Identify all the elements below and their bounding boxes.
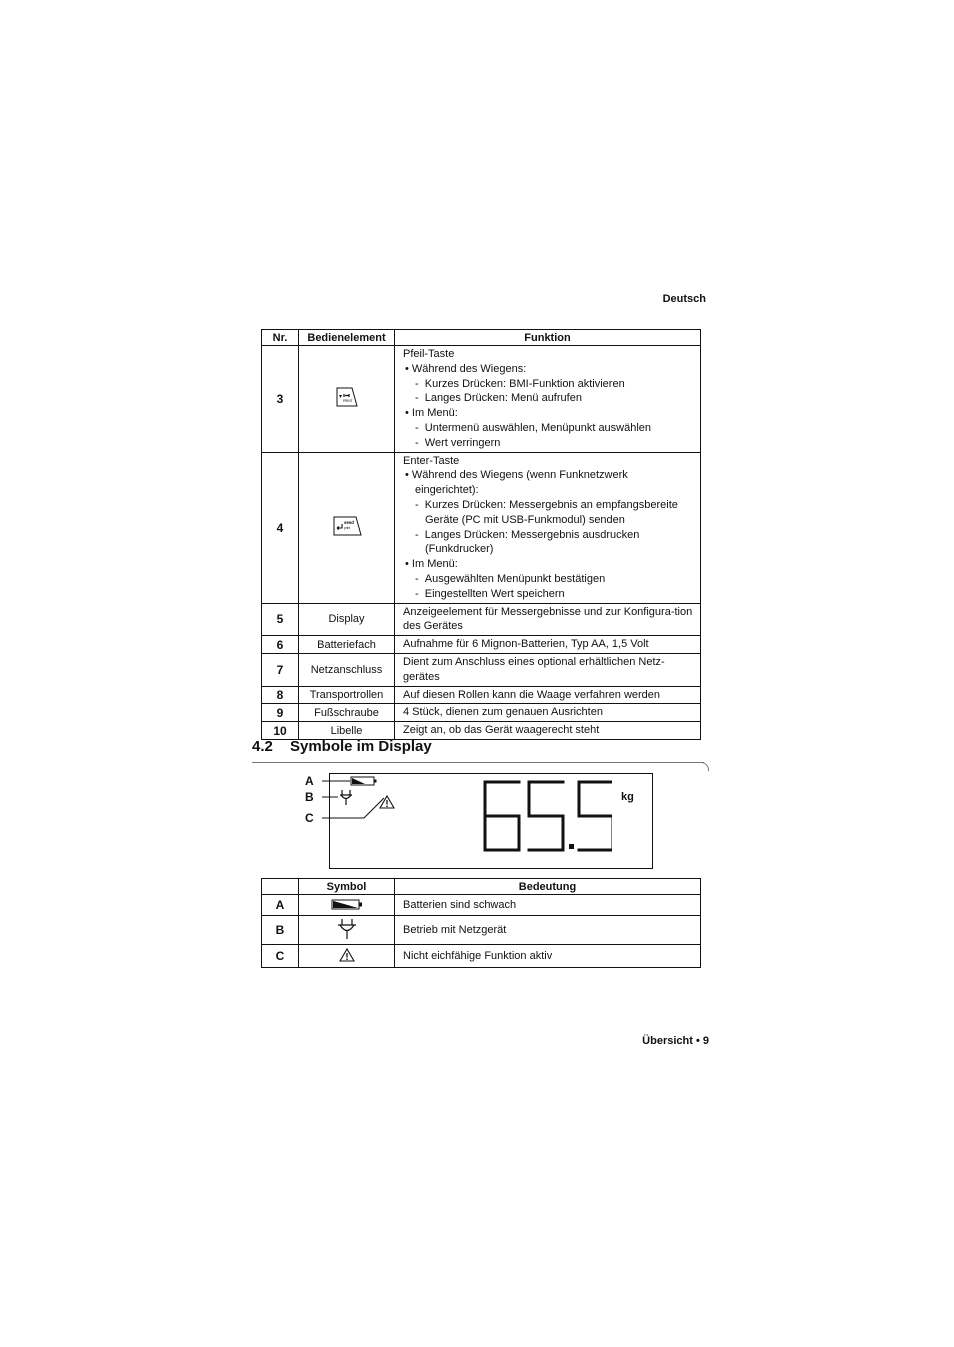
- symbol-cell: [299, 916, 395, 945]
- function-bullet: • Während des Wiegens (wenn Funknetzwerk: [403, 468, 694, 483]
- table-row: [262, 636, 701, 654]
- function-subitem: - Wert verringern: [413, 436, 694, 451]
- display-symbol-callouts: [320, 775, 400, 835]
- row-number: 4: [262, 452, 299, 603]
- row-number: 7: [262, 653, 299, 686]
- section-title: Symbole im Display: [290, 738, 432, 755]
- col-function: Funktion: [395, 330, 701, 346]
- function-cell: [395, 452, 701, 603]
- function-title: Pfeil-Taste: [403, 348, 455, 360]
- table-row: [262, 722, 701, 740]
- table-row: [262, 945, 701, 968]
- section-number: 4.2: [252, 738, 273, 755]
- display-label-a: A: [305, 774, 314, 788]
- element-name: Libelle: [299, 722, 395, 740]
- function-subitem: - Langes Drücken: Messergebnis ausdrucken (Funkdrucker): [413, 528, 694, 558]
- display-label-c: C: [305, 811, 314, 825]
- mains-plug-icon: [340, 790, 352, 805]
- table-row: [262, 653, 701, 686]
- weight-digits: [482, 780, 612, 852]
- function-subitem: eingerichtet):: [415, 484, 479, 497]
- function-cell: [395, 346, 701, 453]
- row-number: 6: [262, 636, 299, 654]
- symbol-key: A: [262, 895, 299, 916]
- battery-low-icon: [351, 777, 377, 785]
- table-row: [262, 603, 701, 636]
- element-name: Display: [299, 603, 395, 636]
- element-name: Transportrollen: [299, 686, 395, 704]
- display-label-b: B: [305, 790, 314, 804]
- table-row: [262, 452, 701, 603]
- function-subitem: - Kurzes Drücken: Messergebnis an empfangsbereite Geräte (PC mit USB-Funkmodul) senden: [413, 498, 694, 528]
- arrow-key-icon: [334, 385, 360, 409]
- warning-triangle-icon: [380, 796, 394, 808]
- function-text: Dient zum Anschluss eines optional erhältlichen Netz-gerätes: [395, 653, 701, 686]
- function-bullet: • Im Menü:: [403, 557, 694, 572]
- element-name: Batteriefach: [299, 636, 395, 654]
- element-name: Netzanschluss: [299, 653, 395, 686]
- col-symbol: Symbol: [299, 879, 395, 895]
- row-number: 10: [262, 722, 299, 740]
- function-text: 4 Stück, dienen zum genauen Ausrichten: [395, 704, 701, 722]
- function-text: Anzeigeelement für Messergebnisse und zur Konfigura-tion des Gerätes: [395, 603, 701, 636]
- function-text: Zeigt an, ob das Gerät waagerecht steht: [395, 722, 701, 740]
- table-row: [262, 895, 701, 916]
- symbol-meaning: Nicht eichfähige Funktion aktiv: [395, 945, 701, 968]
- symbol-meaning: Batterien sind schwach: [395, 895, 701, 916]
- function-text: Auf diesen Rollen kann die Waage verfahren werden: [395, 686, 701, 704]
- section-rule-corner: [700, 762, 709, 771]
- symbol-cell: [299, 945, 395, 968]
- table-header-row: [262, 879, 701, 895]
- function-bullet: • Während des Wiegens:: [403, 362, 694, 377]
- col-nr: Nr.: [262, 330, 299, 346]
- function-subitem: - Ausgewählten Menüpunkt bestätigen: [413, 572, 694, 587]
- function-bullet: • Im Menü:: [403, 406, 694, 421]
- controls-table: [261, 329, 701, 740]
- page-footer: Übersicht • 9: [642, 1035, 709, 1047]
- warning-triangle-icon: [338, 947, 356, 963]
- function-subitem: - Langes Drücken: Menü aufrufen: [413, 391, 694, 406]
- row-number: 8: [262, 686, 299, 704]
- function-text: Aufnahme für 6 Mignon-Batterien, Typ AA, 1,5 Volt: [395, 636, 701, 654]
- table-row: [262, 346, 701, 453]
- function-title: Enter-Taste: [403, 454, 460, 467]
- symbol-key: C: [262, 945, 299, 968]
- function-subitem: - Untermenü auswählen, Menüpunkt auswählen: [413, 421, 694, 436]
- symbol-cell: [299, 895, 395, 916]
- element-cell: [299, 346, 395, 453]
- key-print-label: print: [343, 526, 350, 531]
- col-element: Bedienelement: [299, 330, 395, 346]
- enter-key-icon: [331, 514, 363, 538]
- symbols-table: [261, 878, 701, 968]
- function-subitem: - Kurzes Drücken: BMI-Funktion aktivieren: [413, 377, 694, 392]
- mains-plug-icon: [336, 917, 358, 941]
- weight-unit: kg: [621, 791, 634, 803]
- symbol-meaning: Betrieb mit Netzgerät: [395, 916, 701, 945]
- col-meaning: Bedeutung: [395, 879, 701, 895]
- element-cell: [299, 452, 395, 603]
- table-header-row: [262, 330, 701, 346]
- weight-value: 65.5: [482, 780, 484, 781]
- col-key: [262, 879, 299, 895]
- decimal-point: [569, 844, 574, 849]
- key-print-label: PRINT: [342, 399, 353, 404]
- table-row: [262, 916, 701, 945]
- symbol-key: B: [262, 916, 299, 945]
- section-rule: [252, 762, 704, 763]
- key-send-label: send: [343, 520, 354, 526]
- row-number: 3: [262, 346, 299, 453]
- table-row: [262, 704, 701, 722]
- table-row: [262, 686, 701, 704]
- function-subitem: - Eingestellten Wert speichern: [413, 587, 694, 602]
- battery-low-icon: [330, 897, 364, 911]
- language-label: Deutsch: [662, 293, 706, 305]
- row-number: 9: [262, 704, 299, 722]
- weight-readout: [482, 780, 612, 850]
- section-heading: [252, 738, 432, 755]
- row-number: 5: [262, 603, 299, 636]
- element-name: Fußschraube: [299, 704, 395, 722]
